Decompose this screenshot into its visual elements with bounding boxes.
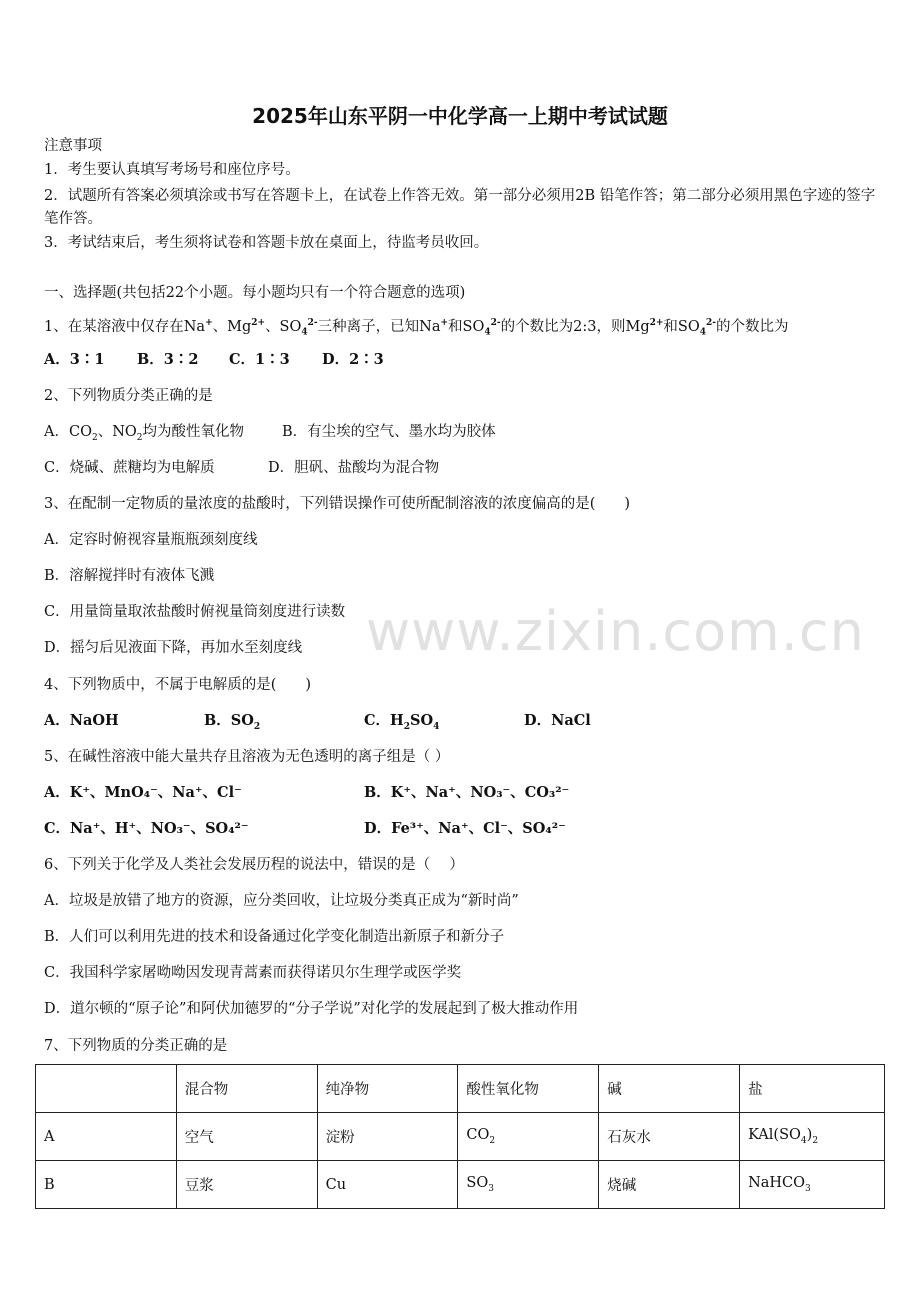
option-a: A．K⁺、MnO₄⁻、Na⁺、Cl⁻ bbox=[44, 784, 242, 801]
question-7-stem: 7、下列物质的分类正确的是 bbox=[44, 1038, 228, 1054]
table-cell: 淀粉 bbox=[317, 1113, 458, 1161]
option-b: B．K⁺、Na⁺、NO₃⁻、CO₃²⁻ bbox=[364, 784, 570, 801]
option-d: D．Fe³⁺、Na⁺、Cl⁻、SO₄²⁻ bbox=[364, 820, 566, 837]
table-row bbox=[36, 1113, 885, 1161]
question-6-option-a: A．垃圾是放错了地方的资源，应分类回收，让垃圾分类真正成为“新时尚” bbox=[44, 893, 519, 909]
option-c: C．烧碱、蔗糖均为电解质 bbox=[44, 460, 215, 476]
notice-item-2: 2．试题所有答案必须填涂或书写在答题卡上，在试卷上作答无效。第一部分必须用2B 铅笔作答；第二部分必须用黑色字迹的签字笔作答。 bbox=[44, 188, 876, 227]
question-2-options-ab bbox=[44, 422, 496, 448]
question-6-stem: 6、下列关于化学及人类社会发展历程的说法中，错误的是（ ） bbox=[44, 857, 464, 873]
table-cell: B bbox=[36, 1161, 177, 1209]
option-d: D．胆矾、盐酸均为混合物 bbox=[268, 460, 440, 476]
section-heading: 一、选择题(共包括22个小题。每小题均只有一个符合题意的选项) bbox=[44, 285, 466, 301]
question-3-option-a: A．定容时俯视容量瓶瓶颈刻度线 bbox=[44, 532, 258, 548]
table-cell: 碱 bbox=[599, 1065, 740, 1113]
table-cell: 纯净物 bbox=[317, 1065, 458, 1113]
option-b: B．$SO_2$ bbox=[204, 712, 261, 732]
watermark: www.zixin.com.cn bbox=[366, 600, 865, 663]
table-header-row bbox=[36, 1065, 885, 1113]
question-5-stem: 5、在碱性溶液中能大量共存且溶液为无色透明的离子组是（ ） bbox=[44, 749, 450, 765]
table-cell: $SO_3$ bbox=[458, 1161, 599, 1209]
question-1-stem: 1、在某溶液中仅存在Na+、$Mg^{2+}$、$SO_4^{2-}$三种离子，已知Na+和$SO_4^{2-}$的个数比为2:3，则$Mg^{2+}$和$SO_4^{2-}$的个数比为 bbox=[44, 318, 789, 338]
table-cell: A bbox=[36, 1113, 177, 1161]
option-d: D．2∶3 bbox=[322, 351, 384, 368]
table-cell: NaHCO$_3$ bbox=[740, 1161, 885, 1209]
option-a: A．NaOH bbox=[44, 712, 119, 729]
question-3-option-c: C．用量筒量取浓盐酸时俯视量筒刻度进行读数 bbox=[44, 604, 346, 620]
question-4-stem: 4、下列物质中，不属于电解质的是( ) bbox=[44, 677, 312, 693]
option-b: B．有尘埃的空气、墨水均为胶体 bbox=[282, 424, 496, 440]
question-3-option-d: D．摇匀后见液面下降，再加水至刻度线 bbox=[44, 640, 303, 656]
question-3-option-b: B．溶解搅拌时有液体飞溅 bbox=[44, 568, 215, 584]
table-cell: Cu bbox=[317, 1161, 458, 1209]
question-6-option-b: B．人们可以利用先进的技术和设备通过化学变化制造出新原子和新分子 bbox=[44, 929, 505, 945]
option-a: A．$CO_2$、$NO_2$均为酸性氧化物 bbox=[44, 424, 245, 443]
option-c: C．Na⁺、H⁺、NO₃⁻、SO₄²⁻ bbox=[44, 820, 249, 837]
classification-table bbox=[35, 1064, 885, 1209]
table-cell: 豆浆 bbox=[176, 1161, 317, 1209]
option-d: D．NaCl bbox=[524, 712, 591, 729]
table-cell: 石灰水 bbox=[599, 1113, 740, 1161]
option-c: C．$H_2SO_4$ bbox=[364, 712, 440, 732]
table-cell: 混合物 bbox=[176, 1065, 317, 1113]
question-6-option-c: C．我国科学家屠呦呦因发现青蒿素而获得诺贝尔生理学或医学奖 bbox=[44, 965, 462, 981]
question-1-options bbox=[44, 350, 384, 370]
table-cell: 盐 bbox=[740, 1065, 885, 1113]
table-cell: 烧碱 bbox=[599, 1161, 740, 1209]
table-cell: 空气 bbox=[176, 1113, 317, 1161]
question-5-options-ab bbox=[44, 783, 569, 803]
table-cell: $CO_2$ bbox=[458, 1113, 599, 1161]
page-title: 2025年山东平阴一中化学高一上期中考试试题 bbox=[252, 104, 668, 128]
table-row bbox=[36, 1161, 885, 1209]
question-6-option-d: D．道尔顿的“原子论”和阿伏加德罗的“分子学说”对化学的发展起到了极大推动作用 bbox=[44, 1001, 579, 1017]
table-cell bbox=[36, 1065, 177, 1113]
table-cell: 酸性氧化物 bbox=[458, 1065, 599, 1113]
option-c: C．1∶3 bbox=[229, 351, 290, 368]
question-3-stem: 3、在配制一定物质的量浓度的盐酸时，下列错误操作可使所配制溶液的浓度偏高的是( ) bbox=[44, 496, 631, 512]
table-cell: $KAl(SO_4)_2$ bbox=[740, 1113, 885, 1161]
question-2-stem: 2、下列物质分类正确的是 bbox=[44, 388, 213, 404]
notice-item-3: 3．考试结束后，考生须将试卷和答题卡放在桌面上，待监考员收回。 bbox=[44, 235, 489, 251]
question-4-options bbox=[44, 711, 591, 737]
option-b: B．3∶2 bbox=[137, 351, 199, 368]
notice-item-1: 1．考生要认真填写考场号和座位序号。 bbox=[44, 162, 300, 178]
question-5-options-cd bbox=[44, 819, 566, 839]
notice-heading: 注意事项 bbox=[44, 138, 102, 154]
question-2-options-cd bbox=[44, 458, 439, 478]
option-a: A．3∶1 bbox=[44, 351, 105, 368]
